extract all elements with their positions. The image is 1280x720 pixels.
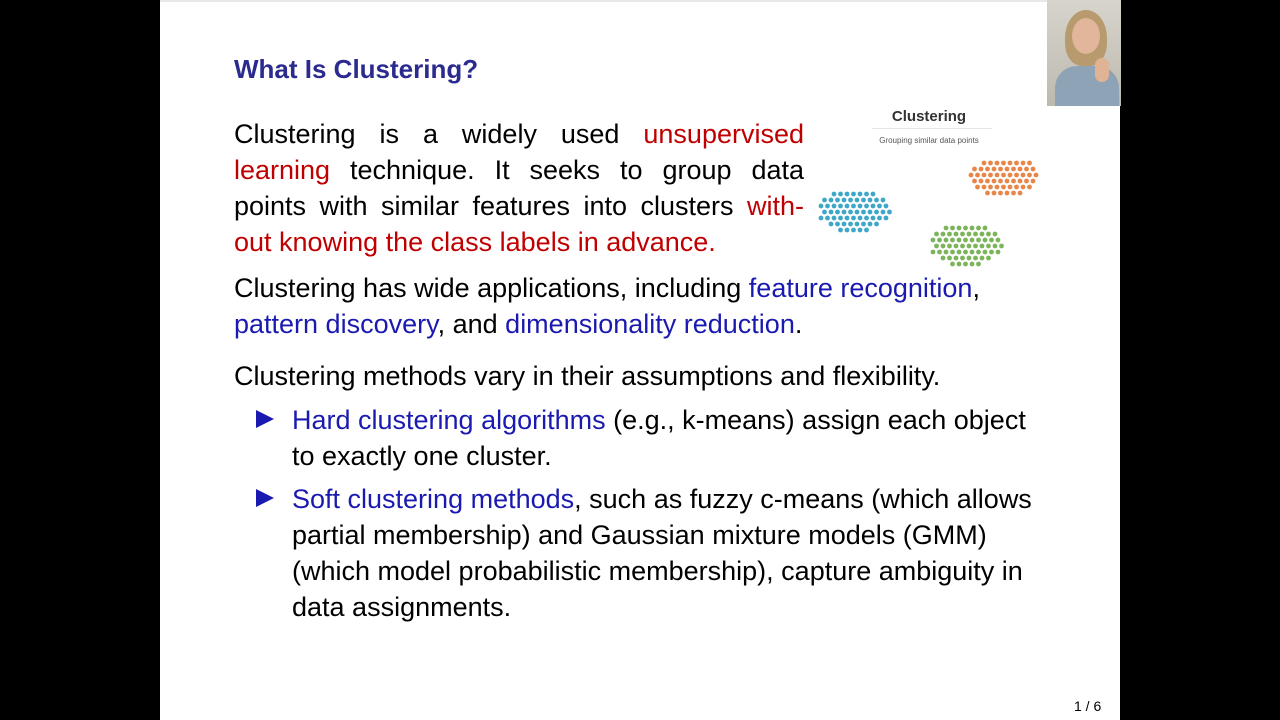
cluster-dot [845, 228, 850, 233]
cluster-dot [881, 210, 886, 215]
cluster-dot [954, 256, 959, 261]
top-edge [160, 0, 1120, 2]
cluster-dot [970, 262, 975, 267]
cluster-dot [976, 238, 981, 243]
cluster-dot [934, 244, 939, 249]
cluster-dot [993, 232, 998, 237]
cluster-dot [1001, 185, 1006, 190]
highlight-unsupervised: unsupervised [643, 119, 804, 149]
cluster-dot [845, 192, 850, 197]
cluster-dot [835, 198, 840, 203]
intro-text: points with similar features into clusters [234, 191, 747, 221]
applications-paragraph [234, 270, 1054, 342]
cluster-dot [838, 216, 843, 221]
cluster-dot [848, 210, 853, 215]
cluster-dot [992, 179, 997, 184]
cluster-dot [1001, 161, 1006, 166]
cluster-dot [864, 228, 869, 233]
cluster-dot [829, 210, 834, 215]
cluster-dot [1011, 167, 1016, 172]
cluster-dot [1027, 161, 1032, 166]
cluster-dot [825, 204, 830, 209]
intro-line-2 [234, 152, 804, 188]
cluster-dot [986, 256, 991, 261]
cluster-dot [982, 185, 987, 190]
cluster-dot [838, 204, 843, 209]
cluster-dot [1024, 179, 1029, 184]
cluster-dot [963, 226, 968, 231]
slide [160, 0, 1120, 720]
applications-text: , and [437, 309, 506, 339]
cluster-dot [845, 204, 850, 209]
cluster-dot [858, 204, 863, 209]
cluster-dot [884, 204, 889, 209]
cluster-dot [957, 262, 962, 267]
cluster-dot [848, 222, 853, 227]
bullet-text [292, 402, 1052, 474]
cluster-dot [944, 226, 949, 231]
cluster-dot [957, 226, 962, 231]
cluster-dot [976, 226, 981, 231]
cluster-dot [944, 250, 949, 255]
cluster-dot [947, 256, 952, 261]
cluster-dot [992, 167, 997, 172]
term-pattern-discovery: pattern discovery [234, 309, 438, 339]
figure-title: Clustering [891, 108, 967, 125]
cluster-dot [825, 216, 830, 221]
highlight-learning: learning [234, 155, 331, 185]
cluster-dot [877, 204, 882, 209]
cluster-dot [960, 232, 965, 237]
intro-line-3 [234, 188, 804, 224]
cluster-dot [842, 198, 847, 203]
cluster-dot [1005, 167, 1010, 172]
cluster-dot [995, 173, 1000, 178]
cluster-dot [967, 244, 972, 249]
cluster-dot [998, 167, 1003, 172]
cluster-dot [957, 250, 962, 255]
cluster-dot [881, 198, 886, 203]
cluster-dot [963, 238, 968, 243]
cluster-dot [988, 185, 993, 190]
cluster-dot [832, 192, 837, 197]
cluster-dot [975, 185, 980, 190]
cluster-dot [980, 232, 985, 237]
cluster-dot [985, 179, 990, 184]
cluster-dot [931, 250, 936, 255]
cluster-dot [861, 210, 866, 215]
cluster-dot [988, 173, 993, 178]
cluster-dot [851, 216, 856, 221]
cluster-dot [1014, 185, 1019, 190]
cluster-dot [861, 198, 866, 203]
intro-text: technique. It seeks to group data [330, 155, 804, 185]
figure-divider [872, 128, 992, 129]
cluster-dot [874, 222, 879, 227]
bullet-description: , such as fuzzy c-means (which allows partial membership) and Gaussian mixture models (GMM) (which model probabilistic membership), capture ambiguity in data assignments. [292, 484, 1032, 622]
cluster-dot [989, 238, 994, 243]
cluster-dot [944, 238, 949, 243]
cluster-dot [822, 210, 827, 215]
cluster-dot [1018, 167, 1023, 172]
cluster-dot [941, 232, 946, 237]
cluster-dot [976, 250, 981, 255]
cluster-dot [982, 161, 987, 166]
cluster-dot [947, 232, 952, 237]
bullet-arrow-icon [256, 489, 274, 507]
cluster-dot [983, 238, 988, 243]
cluster-dot [999, 244, 1004, 249]
cluster-dot [871, 204, 876, 209]
cluster-dot [855, 198, 860, 203]
cluster-dot [982, 173, 987, 178]
cluster-dot [967, 232, 972, 237]
cluster-dot [864, 192, 869, 197]
cluster-dot [1034, 173, 1039, 178]
cluster-dot [1008, 173, 1013, 178]
cluster-dot [989, 250, 994, 255]
term-soft-clustering: Soft clustering methods [292, 484, 575, 514]
cluster-dot [996, 238, 1001, 243]
cluster-dot [983, 226, 988, 231]
cluster-dot [1021, 185, 1026, 190]
bullet-description: (e.g., k-means) assign each object to exactly one cluster. [292, 405, 1026, 471]
intro-line-1 [234, 116, 804, 152]
cluster-dot [1027, 173, 1032, 178]
cluster-dot [887, 210, 892, 215]
highlight-without: with- [746, 191, 804, 221]
cluster-dot [960, 244, 965, 249]
cluster-dot [822, 198, 827, 203]
cluster-dot [979, 167, 984, 172]
cluster-dot [941, 256, 946, 261]
cluster-dot [972, 179, 977, 184]
cluster-dot [1021, 161, 1026, 166]
presenter-shirt [1055, 66, 1119, 106]
cluster-dot [995, 161, 1000, 166]
cluster-dot [970, 238, 975, 243]
cluster-dot [819, 216, 824, 221]
cluster-dot [871, 216, 876, 221]
cluster-dot [1018, 179, 1023, 184]
cluster-dot [954, 244, 959, 249]
cluster-dot [848, 198, 853, 203]
cluster-dot [941, 244, 946, 249]
cluster-dot [1008, 185, 1013, 190]
cluster-dot [832, 204, 837, 209]
cluster-dot [845, 216, 850, 221]
cluster-dot [851, 192, 856, 197]
cluster-dot [993, 244, 998, 249]
cluster-dot [973, 232, 978, 237]
cluster-dot [864, 216, 869, 221]
cluster-dot [851, 228, 856, 233]
cluster-dot [998, 191, 1003, 196]
cluster-dot [829, 222, 834, 227]
cluster-dot [950, 226, 955, 231]
presenter-hand [1095, 58, 1109, 82]
cluster-dot [1031, 179, 1036, 184]
cluster-dot [986, 244, 991, 249]
presenter-webcam [1047, 0, 1121, 106]
cluster-dot [950, 238, 955, 243]
cluster-dot [963, 262, 968, 267]
cluster-dot [980, 256, 985, 261]
cluster-dot [979, 179, 984, 184]
page-number: 1 / 6 [1074, 698, 1102, 714]
cluster-dot [835, 210, 840, 215]
cluster-dot [970, 226, 975, 231]
term-dimensionality-reduction: dimensionality reduction [505, 309, 795, 339]
cluster-dot [829, 198, 834, 203]
cluster-dot [988, 161, 993, 166]
cluster-dot [969, 173, 974, 178]
cluster-dot [995, 185, 1000, 190]
cluster-dot [976, 262, 981, 267]
cluster-dot [868, 198, 873, 203]
cluster-dot [957, 238, 962, 243]
intro-line-4: out knowing the class labels in advance. [234, 227, 716, 257]
cluster-dot [980, 244, 985, 249]
cluster-dot [970, 250, 975, 255]
cluster-dot [884, 216, 889, 221]
cluster-dot [1001, 173, 1006, 178]
cluster-dot [950, 262, 955, 267]
cluster-dot [967, 256, 972, 261]
cluster-dot [861, 222, 866, 227]
cluster-dot [1021, 173, 1026, 178]
cluster-dot [985, 167, 990, 172]
figure-subtitle: Grouping similar data points [879, 136, 979, 145]
cluster-dot [858, 228, 863, 233]
slide-title: What Is Clustering? [234, 54, 479, 84]
cluster-dot [998, 179, 1003, 184]
cluster-dot [835, 222, 840, 227]
cluster-dot [838, 192, 843, 197]
cluster-dots [814, 100, 1054, 275]
presenter-face [1072, 18, 1100, 54]
cluster-dot [851, 204, 856, 209]
cluster-dot [855, 210, 860, 215]
cluster-dot [842, 210, 847, 215]
cluster-dot [864, 204, 869, 209]
cluster-dot [1018, 191, 1023, 196]
methods-paragraph: Clustering methods vary in their assumptions and flexibility. [234, 361, 941, 391]
cluster-dot [874, 210, 879, 215]
cluster-dot [950, 250, 955, 255]
cluster-dot [986, 232, 991, 237]
cluster-dot [842, 222, 847, 227]
bullet-text [292, 481, 1052, 625]
comma: , [972, 273, 980, 303]
cluster-dot [871, 192, 876, 197]
cluster-dot [931, 238, 936, 243]
term-hard-clustering: Hard clustering algorithms [292, 405, 606, 435]
cluster-dot [868, 222, 873, 227]
cluster-dot [937, 238, 942, 243]
cluster-dot [858, 216, 863, 221]
cluster-dot [1014, 161, 1019, 166]
cluster-dot [983, 250, 988, 255]
cluster-dot [985, 191, 990, 196]
cluster-dot [1031, 167, 1036, 172]
cluster-dot [858, 192, 863, 197]
cluster-dot [1027, 185, 1032, 190]
cluster-dot [973, 244, 978, 249]
cluster-dot [855, 222, 860, 227]
cluster-dot [963, 250, 968, 255]
cluster-dot [947, 244, 952, 249]
period: . [794, 309, 803, 339]
cluster-dot [1011, 179, 1016, 184]
cluster-dot [868, 210, 873, 215]
cluster-dot [996, 250, 1001, 255]
cluster-dot [838, 228, 843, 233]
cluster-dot [934, 232, 939, 237]
cluster-dot [877, 216, 882, 221]
cluster-dot [1005, 191, 1010, 196]
cluster-dot [972, 167, 977, 172]
cluster-dot [973, 256, 978, 261]
cluster-dot [874, 198, 879, 203]
cluster-dot [937, 250, 942, 255]
cluster-dot [992, 191, 997, 196]
term-feature-recognition: feature recognition [748, 273, 973, 303]
applications-text: Clustering has wide applications, including [234, 273, 749, 303]
bullet-arrow-icon [256, 410, 274, 428]
cluster-dot [1024, 167, 1029, 172]
clustering-figure [814, 100, 1054, 275]
cluster-dot [832, 216, 837, 221]
cluster-dot [1011, 191, 1016, 196]
cluster-dot [1008, 161, 1013, 166]
intro-paragraph [234, 116, 804, 260]
cluster-dot [1005, 179, 1010, 184]
cluster-dot [975, 173, 980, 178]
cluster-dot [954, 232, 959, 237]
cluster-dot [1014, 173, 1019, 178]
cluster-dot [960, 256, 965, 261]
intro-text: Clustering is a widely used [234, 119, 644, 149]
cluster-dot [819, 204, 824, 209]
